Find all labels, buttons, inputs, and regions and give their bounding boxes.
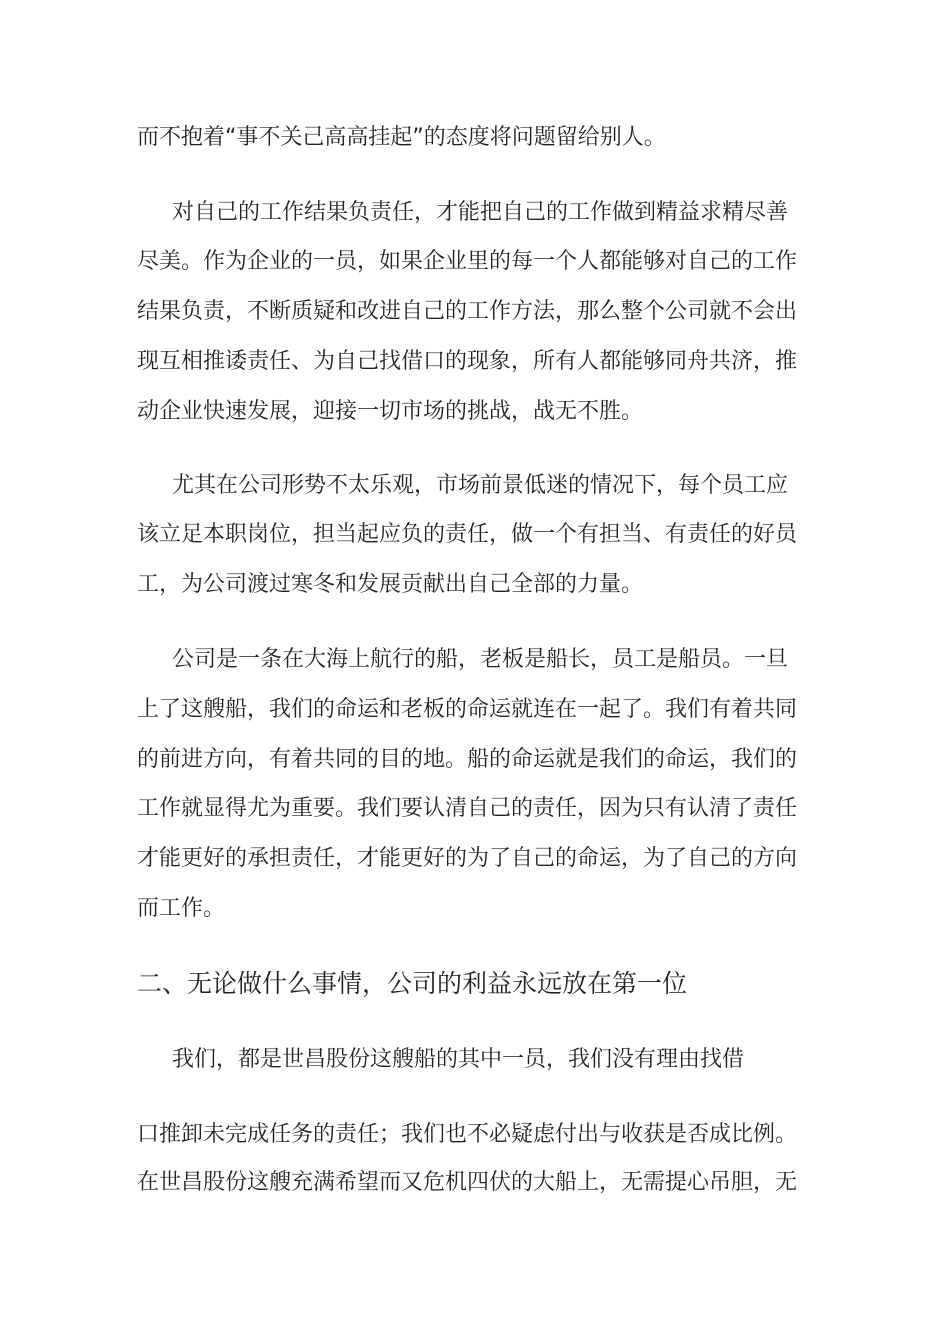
section-heading: 二、无论做什么事情，公司的利益永远放在第一位 xyxy=(137,969,688,998)
paragraph-line: 现互相推诿责任、为自己找借口的现象，所有人都能够同舟共济，推 xyxy=(137,349,798,374)
paragraph-line: 工作就显得尤为重要。我们要认清自己的责任，因为只有认清了责任 xyxy=(137,796,798,821)
paragraph-line: 动企业快速发展，迎接一切市场的挑战，战无不胜。 xyxy=(137,399,644,424)
paragraph-line: 工，为公司渡过寒冬和发展贡献出自己全部的力量。 xyxy=(137,572,644,597)
paragraph-line: 而不抱着“事不关己高高挂起”的态度将问题留给别人。 xyxy=(137,125,666,150)
paragraph-line: 该立足本职岗位，担当起应负的责任，做一个有担当、有责任的好员 xyxy=(137,522,798,547)
paragraph-line: 上了这艘船，我们的命运和老板的命运就连在一起了。我们有着共同 xyxy=(137,697,798,722)
paragraph-line: 对自己的工作结果负责任，才能把自己的工作做到精益求精尽善 xyxy=(172,200,789,225)
paragraph-line: 尤其在公司形势不太乐观，市场前景低迷的情况下，每个员工应 xyxy=(172,473,789,498)
paragraph-line: 公司是一条在大海上航行的船，老板是船长，员工是船员。一旦 xyxy=(172,647,789,672)
paragraph-line: 尽美。作为企业的一员，如果企业里的每一个人都能够对自己的工作 xyxy=(137,249,798,274)
paragraph-line: 口推卸未完成任务的责任；我们也不必疑虑付出与收获是否成比例。 xyxy=(137,1122,798,1147)
paragraph-line: 的前进方向，有着共同的目的地。船的命运就是我们的命运，我们的 xyxy=(137,747,798,772)
paragraph-line: 结果负责，不断质疑和改进自己的工作方法，那么整个公司就不会出 xyxy=(137,299,798,324)
paragraph-line: 我们，都是世昌股份这艘船的其中一员，我们没有理由找借 xyxy=(172,1047,745,1072)
paragraph-line: 才能更好的承担责任，才能更好的为了自己的命运，为了自己的方向 xyxy=(137,846,798,871)
paragraph-line: 在世昌股份这艘充满希望而又危机四伏的大船上，无需提心吊胆，无 xyxy=(137,1170,798,1195)
paragraph-line: 而工作。 xyxy=(137,896,226,921)
